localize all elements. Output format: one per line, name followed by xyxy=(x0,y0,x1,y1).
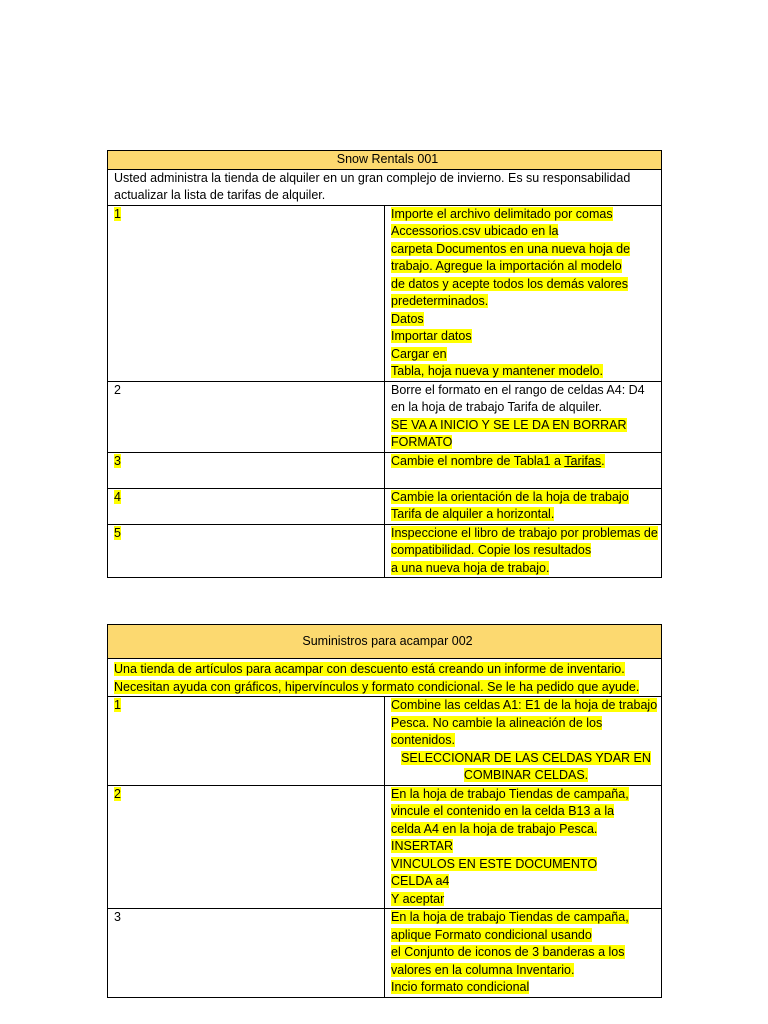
task-description: Combine las celdas A1: E1 de la hoja de trabajo Pesca. No cambie la alineación de los contenidos. SELECCIONAR DE LAS CELDAS YDAR EN COMBINAR CELDAS. xyxy=(385,697,662,786)
task-number: 2 xyxy=(108,381,385,452)
task-number: 2 xyxy=(108,785,385,909)
task-description: Borre el formato en el rango de celdas A4: D4 en la hoja de trabajo Tarifa de alquiler. SE VA A INICIO Y SE LE DA EN BORRAR FORMATO xyxy=(385,381,662,452)
task-description: En la hoja de trabajo Tiendas de campaña, aplique Formato condicional usando el Conjunto de iconos de 3 banderas a los valores en la columna Inventario. Incio formato condicional xyxy=(385,909,662,998)
intro-cell: Usted administra la tienda de alquiler en un gran complejo de invierno. Es su responsabilidad actualizar la lista de tarifas de alquiler. xyxy=(108,169,662,205)
intro-cell: Una tienda de artículos para acampar con descuento está creando un informe de inventario. Necesitan ayuda con gráficos, hipervínculos y formato condicional. Se le ha pedido que ayude. xyxy=(108,659,662,697)
task-number: 3 xyxy=(108,452,385,488)
snow-rentals-table xyxy=(107,150,662,578)
task-number: 4 xyxy=(108,488,385,524)
task-description: Cambie la orientación de la hoja de trabajo Tarifa de alquiler a horizontal. xyxy=(385,488,662,524)
task-number: 1 xyxy=(108,205,385,381)
task-description: Importe el archivo delimitado por comas Accessorios.csv ubicado en la carpeta Documentos en una nueva hoja de trabajo. Agregue la importación al modelo de datos y acepte todos los demás valores predeterminados. Datos Importar datos Cargar en Tabla, hoja nueva y mantener modelo. xyxy=(385,205,662,381)
task-description: Cambie el nombre de Tabla1 a Tarifas. xyxy=(385,452,662,488)
task-number: 1 xyxy=(108,697,385,786)
task-number: 3 xyxy=(108,909,385,998)
table-title: Snow Rentals 001 xyxy=(108,151,662,170)
task-description: En la hoja de trabajo Tiendas de campaña, vincule el contenido en la celda B13 a la celda A4 en la hoja de trabajo Pesca. INSERTAR VINCULOS EN ESTE DOCUMENTO CELDA a4 Y aceptar xyxy=(385,785,662,909)
table-title: Suministros para acampar 002 xyxy=(108,625,662,659)
tarifas-link: Tarifas xyxy=(564,453,602,468)
camping-supplies-table xyxy=(107,624,662,998)
task-description: Inspeccione el libro de trabajo por problemas de compatibilidad. Copie los resultados a una nueva hoja de trabajo. xyxy=(385,524,662,578)
task-number: 5 xyxy=(108,524,385,578)
